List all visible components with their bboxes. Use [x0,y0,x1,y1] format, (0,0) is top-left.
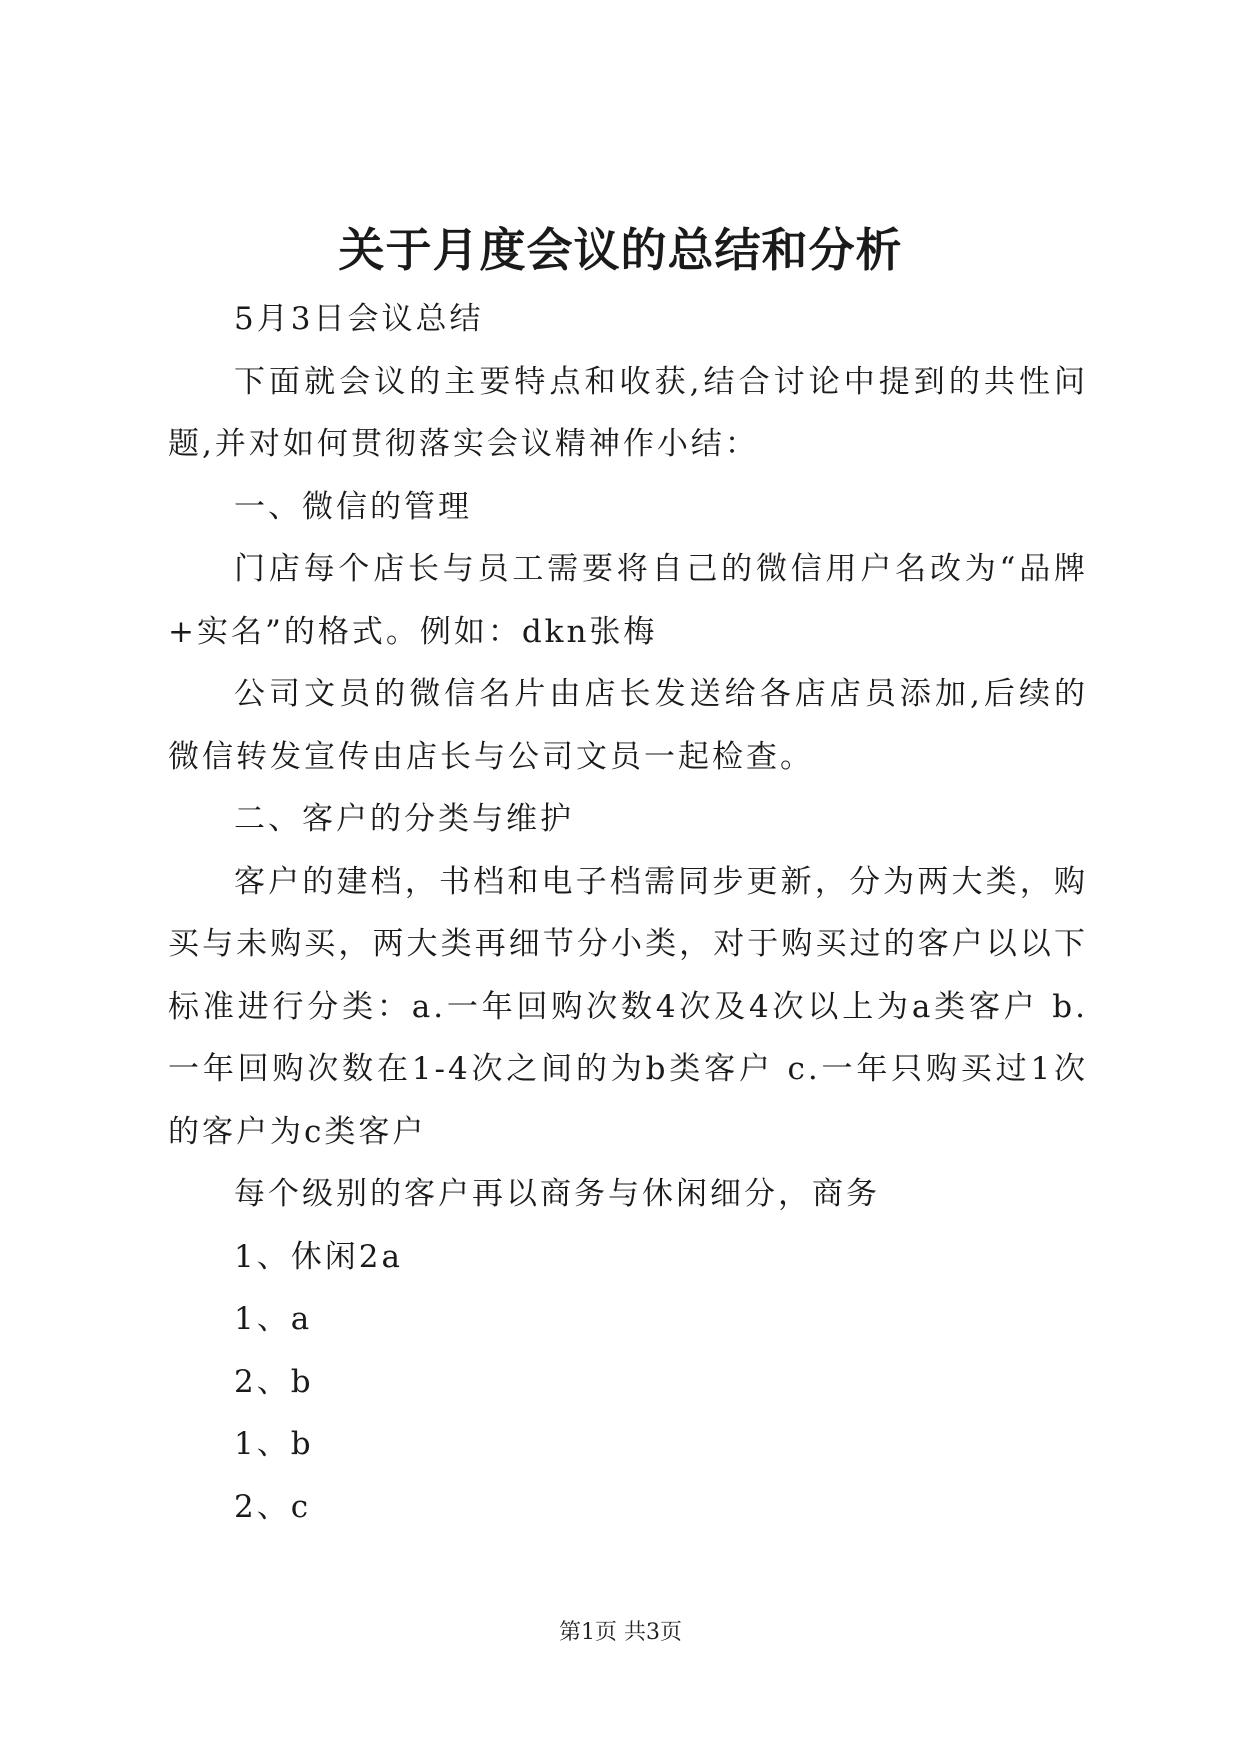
list-item: 1、b [234,1426,314,1462]
paragraph-meeting-date: 5月3日会议总结 [234,301,484,337]
list-item: 2、b [234,1363,314,1400]
document-title: 关于月度会议的总结和分析 [338,223,903,277]
list-item: 2、c [234,1488,312,1525]
paragraph-customer-classification: 客户的建档，书档和电子档需同步更新，分为两大类，购买与未购买，两大类再细节分小类，对于购买过的客户以以下标准进行分类：a.一年回购次数4次及4次以上为a类客户 b.一年回购次数在1-4次之间的为b类客户 c.一年只购买过1次的客户为c类客户 [168,863,1088,1150]
paragraph-wechat-username: 门店每个店长与员工需要将自己的微信用户名改为“品牌+实名”的格式。例如：dkn张梅 [168,551,1088,650]
paragraph-intro: 下面就会议的主要特点和收获,结合讨论中提到的共性问题,并对如何贯彻落实会议精神作小结： [168,363,1088,462]
section-heading-wechat: 一、微信的管理 [234,488,472,525]
section-heading-customers: 二、客户的分类与维护 [234,801,574,837]
paragraph-wechat-card: 公司文员的微信名片由店长发送给各店店员添加,后续的微信转发宣传由店长与公司文员一起检查。 [168,676,1088,775]
page-number-footer: 第1页 共3页 [559,1620,682,1645]
document-body [168,288,1088,1538]
list-item: 1、a [234,1301,313,1337]
list-item: 1、休闲2a [234,1238,403,1275]
paragraph-customer-subdivision: 每个级别的客户再以商务与休闲细分，商务 [234,1176,880,1212]
